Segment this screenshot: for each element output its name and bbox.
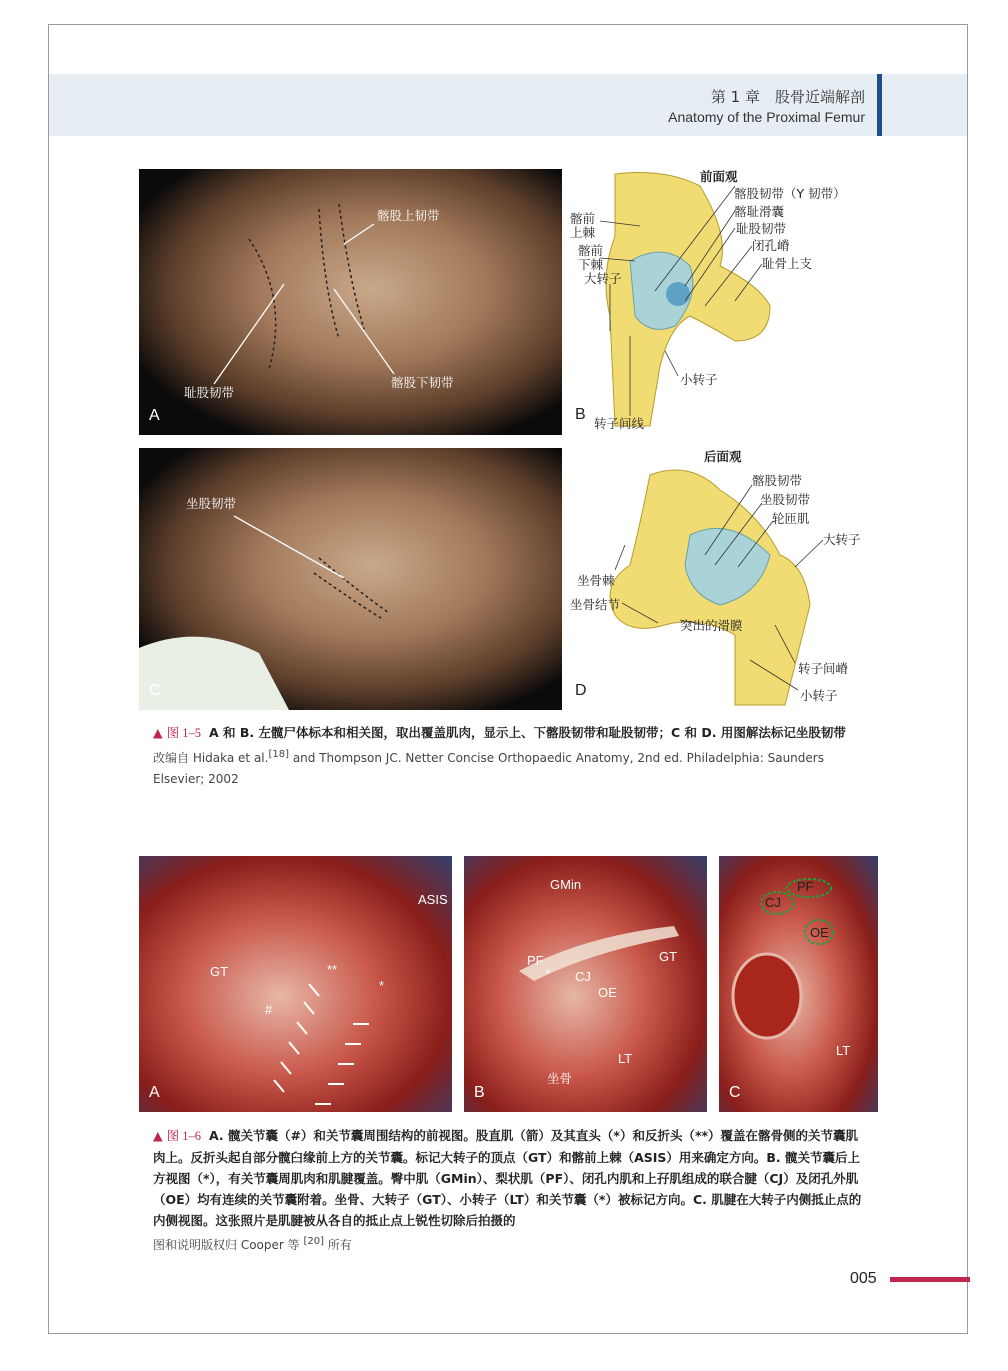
label-hash: # <box>265 1002 273 1017</box>
figure-1-5-panel-a <box>139 169 562 435</box>
caption-marker: ▲ <box>153 725 163 740</box>
label-aiis-2: 下棘 <box>578 257 604 272</box>
label-lesser-trochanter: 小转子 <box>680 372 718 387</box>
label-inferior-iliofemoral: 髂股下韧带 <box>391 375 454 390</box>
label-iliofemoral: 髂股韧带 <box>752 473 803 488</box>
figure-1-5-panel-b <box>570 166 870 435</box>
label-zona-orbicularis: 轮匝肌 <box>772 511 810 526</box>
label-greater-trochanter: 大转子 <box>823 532 861 547</box>
figure-1-6-caption <box>153 1125 869 1256</box>
caption-figure-number: 图 1–6 <box>166 1129 201 1143</box>
figure-1-5-caption <box>153 722 869 790</box>
label-lesser-trochanter: 小转子 <box>800 688 838 703</box>
label-oe: OE <box>598 985 617 1000</box>
label-gt: GT <box>659 949 678 964</box>
label-lt: LT <box>836 1043 851 1058</box>
label-intertrochanteric-line: 转子间线 <box>594 416 645 431</box>
label-greater-trochanter: 大转子 <box>584 271 622 286</box>
label-obturator-crest: 闭孔嵴 <box>752 238 790 253</box>
panel-letter: B <box>474 1084 485 1101</box>
label-ischial-spine: 坐骨棘 <box>577 573 615 588</box>
label-cj: CJ <box>575 969 591 984</box>
label-intertrochanteric-crest: 转子间嵴 <box>798 661 849 676</box>
figure-1-5-panel-d <box>570 445 870 710</box>
label-aiis-1: 髂前 <box>578 243 604 258</box>
label-asis-2: 上棘 <box>570 225 596 240</box>
page-number: 005 <box>850 1270 877 1287</box>
label-ischium: 坐骨 <box>547 1071 573 1086</box>
insertion-outlines <box>719 856 878 1112</box>
header-accent-bar <box>877 74 882 136</box>
label-superior-pubic-ramus: 耻骨上支 <box>762 256 813 271</box>
anterior-hip-illustration <box>570 166 870 435</box>
label-oe: OE <box>810 925 829 940</box>
page-number-bar <box>890 1277 970 1282</box>
caption-source: 图和说明版权归 Cooper 等 [20] 所有 <box>153 1236 352 1252</box>
chapter-title-en: Anatomy of the Proximal Femur <box>668 109 865 125</box>
label-gt: GT <box>210 964 229 979</box>
label-pubofemoral: 耻股韧带 <box>184 385 235 400</box>
label-superior-iliofemoral: 髂股上韧带 <box>377 208 440 223</box>
label-asterisk: * <box>545 966 551 981</box>
view-title-posterior: 后面观 <box>704 449 742 464</box>
caption-text: A 和 B. 左髋尸体标本和相关图，取出覆盖肌肉，显示上、下髂股韧带和耻股韧带；C 和 D. 用图解法标记坐股韧带 <box>208 725 846 740</box>
label-pubofemoral: 耻股韧带 <box>736 221 787 236</box>
label-pf: PF <box>797 879 814 894</box>
label-pf: PF <box>527 953 544 968</box>
label-ischiofemoral: 坐股韧带 <box>760 492 811 507</box>
label-asis: ASIS <box>418 892 448 907</box>
tendon-shape <box>464 856 707 1112</box>
panel-letter: C <box>729 1084 741 1101</box>
label-protruding-synovium: 突出的滑膜 <box>680 618 743 633</box>
label-iliofemoral-y: 髂股韧带（Y 韧带） <box>734 186 846 201</box>
chapter-title-cn: 第 1 章 股骨近端解剖 <box>710 88 865 106</box>
caption-text: A. 髋关节囊（#）和关节囊周围结构的前视图。股直肌（箭）及其直头（*）和反折头（**）覆盖在髂骨侧的关节囊肌肉上。反折头起自部分髋臼缘前上方的关节囊。标记大转子的顶点（GT）和髂前上棘（ASIS）用来确定方向。B. 髋关节囊后上方视图（*），有关节囊周肌肉和肌腱覆盖。臀中肌（GMin）、梨状肌（PF）、闭孔内肌和上孖肌组成的联合腱（CJ）及闭孔外肌（OE）均有连续的关节囊附着。坐骨、大转子（GT）、小转子（LT）和关节囊（*）被标记方向。C. 肌腱在大转子内侧抵止点的内侧视图。这张照片是肌腱被从各自的抵止点上锐性切除后拍摄的 <box>153 1128 862 1228</box>
label-double-asterisk: ** <box>327 962 338 977</box>
arrow-markers <box>139 856 452 1112</box>
label-iliopectineal-bursa: 髂耻滑囊 <box>734 204 785 219</box>
figure-1-6-panel-a <box>139 856 452 1112</box>
label-asis-1: 髂前 <box>570 211 596 226</box>
figure-1-6-panel-c <box>719 856 878 1112</box>
label-lt: LT <box>618 1051 633 1066</box>
caption-marker: ▲ <box>153 1128 163 1143</box>
panel-letter: D <box>575 682 587 699</box>
panel-letter: A <box>149 1084 160 1101</box>
panel-letter: B <box>575 406 586 423</box>
figure-1-6-panel-b <box>464 856 707 1112</box>
caption-figure-number: 图 1–5 <box>166 726 201 740</box>
running-header <box>49 74 967 136</box>
label-asterisk: * <box>379 978 385 993</box>
panel-letter: A <box>149 407 160 424</box>
label-ischiofemoral: 坐股韧带 <box>186 496 237 511</box>
label-gmin: GMin <box>550 877 582 892</box>
view-title-anterior: 前面观 <box>700 169 738 184</box>
figure-1-5-panel-c <box>139 448 562 710</box>
panel-letter: C <box>149 682 161 699</box>
label-cj: CJ <box>765 895 781 910</box>
caption-source: 改编自 Hidaka et al.[18] and Thompson JC. Netter Concise Orthopaedic Anatomy, 2nd ed. Philadelphia: Saunders Elsevier; 2002 <box>153 749 824 786</box>
label-ischial-tuberosity: 坐骨结节 <box>570 597 621 612</box>
ligament-trace-lines <box>139 448 562 710</box>
